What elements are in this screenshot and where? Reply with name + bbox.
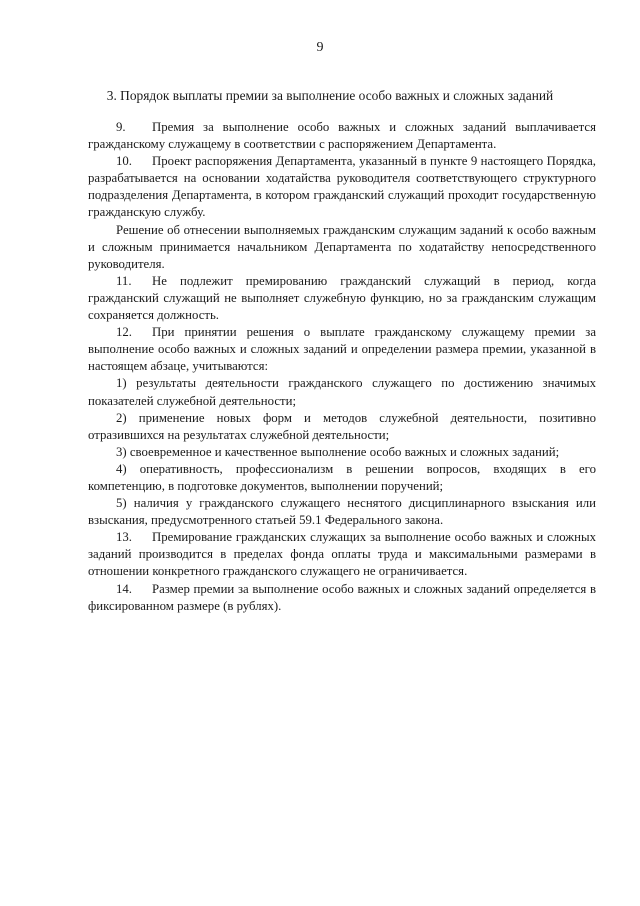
list-item-text: 1) результаты деятельности гражданского служащего по достижению значимых показателей служебной деятельности; xyxy=(88,376,596,408)
list-item-3 xyxy=(88,444,596,461)
paragraph-14 xyxy=(88,581,596,615)
paragraph-number: 9. xyxy=(116,120,126,134)
paragraph-number: 14. xyxy=(116,581,132,596)
list-item-text: 5) наличия у гражданского служащего неснятого дисциплинарного взыскания или взыскания, предусмотренного статьей 59.1 Федерального закона. xyxy=(88,496,596,528)
paragraph-number: 13. xyxy=(116,530,132,545)
paragraph-text: Размер премии за выполнение особо важных и сложных заданий определяется в фиксированном размере (в рублях). xyxy=(88,581,596,613)
paragraph-13 xyxy=(88,529,596,580)
paragraph-text: Решение об отнесении выполняемых гражданским служащим заданий к особо важным и сложным принимается начальником Департамента по ходатайству непосредственного руководителя. xyxy=(88,222,596,271)
list-item-text: 3) своевременное и качественное выполнение особо важных и сложных заданий; xyxy=(116,444,560,459)
page-number: 9 xyxy=(316,40,324,55)
paragraph-number: 11. xyxy=(116,273,132,288)
paragraph-text: При принятии решения о выплате гражданскому служащему премии за выполнение особо важных и сложных заданий и определении размера премии, указанной в настоящем абзаце, учитываются: xyxy=(88,325,596,374)
paragraph-10-decision xyxy=(88,222,596,273)
paragraph-number: 10. xyxy=(116,154,132,169)
list-item-4 xyxy=(88,461,596,495)
paragraph-12 xyxy=(88,324,596,375)
list-item-1 xyxy=(88,375,596,409)
document-body xyxy=(88,119,596,615)
list-item-text: 2) применение новых форм и методов служебной деятельности, позитивно отразившихся на результатах служебной деятельности; xyxy=(88,410,596,442)
list-item-2 xyxy=(88,410,596,444)
paragraph-text: Премия за выполнение особо важных и сложных заданий выплачивается гражданскому служащему в соответствии с распоряжением Департамента. xyxy=(88,120,596,152)
list-item-text: 4) оперативность, профессионализм в решении вопросов, входящих в его компетенцию, в подготовке документов, выполнении поручений; xyxy=(88,461,596,493)
paragraph-text: Проект распоряжения Департамента, указанный в пункте 9 настоящего Порядка, разрабатывается на основании ходатайства руководителя соответствующего структурного подразделения Департамента, в котором гражданский служащий проходит государственную гражданскую службу. xyxy=(88,154,596,220)
paragraph-number: 12. xyxy=(116,325,132,340)
paragraph-text: Премирование гражданских служащих за выполнение особо важных и сложных заданий производится в пределах фонда оплаты труда и максимальными размерами в отношении конкретного гражданского служащего не ограничивается. xyxy=(88,530,596,579)
paragraph-9 xyxy=(88,119,596,153)
paragraph-11 xyxy=(88,273,596,324)
paragraph-text: Не подлежит премированию гражданский служащий в период, когда гражданский служащий не выполняет служебную функцию, но за гражданским служащим сохраняется должность. xyxy=(88,273,596,323)
section-heading: 3. Порядок выплаты премии за выполнение особо важных и сложных заданий xyxy=(106,88,554,103)
list-item-5 xyxy=(88,495,596,529)
paragraph-10 xyxy=(88,153,596,221)
